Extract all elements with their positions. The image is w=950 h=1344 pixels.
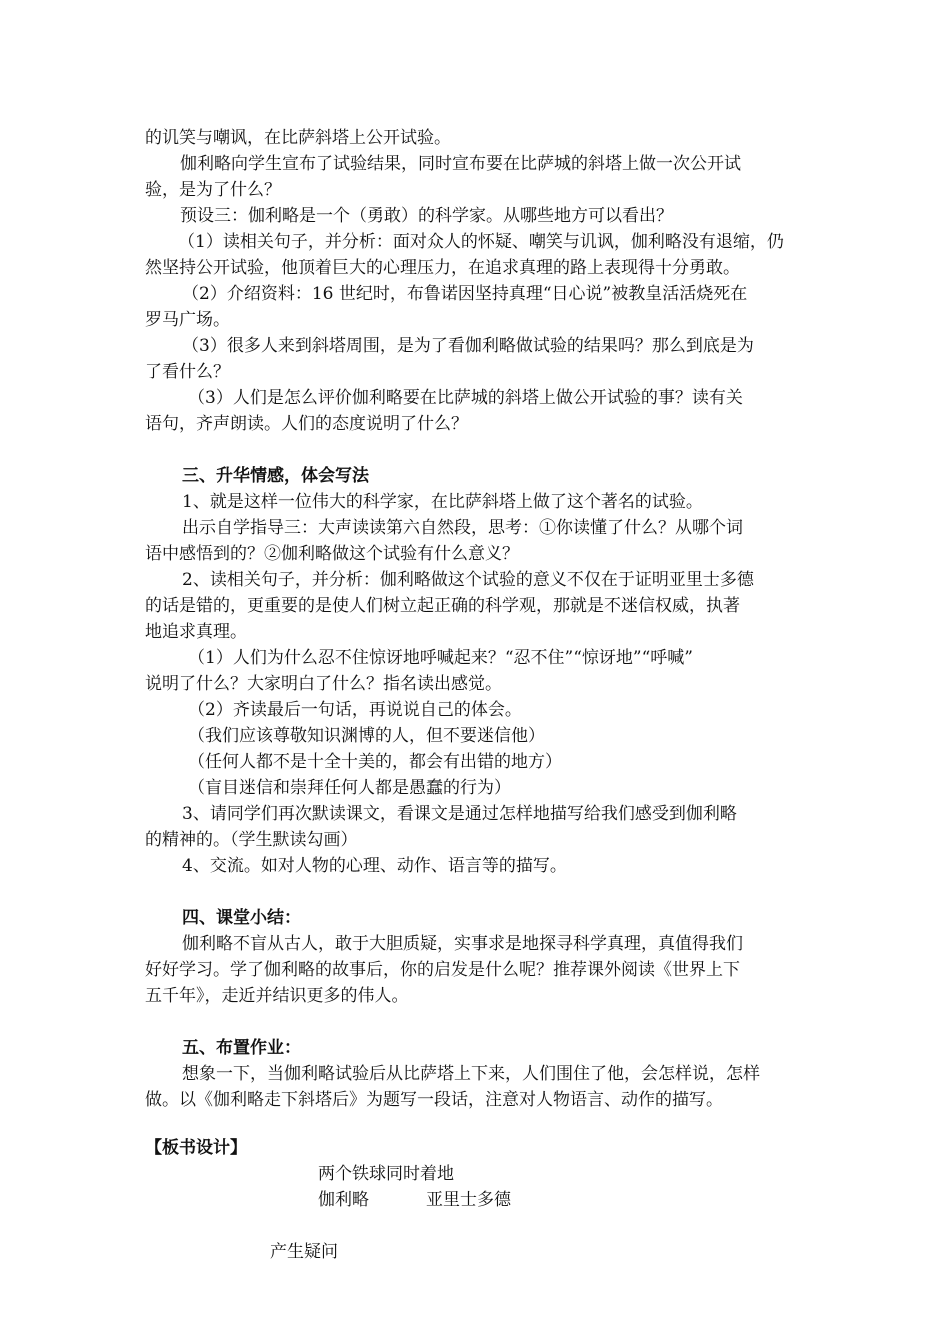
paragraph-line: 做。以《伽利略走下斜塔后》为题写一段话，注意对人物语言、动作的描写。	[145, 1090, 723, 1110]
paragraph-line: （3）很多人来到斜塔周围，是为了看伽利略做试验的结果吗？那么到底是为	[182, 336, 754, 356]
board-design-heading: 【板书设计】	[145, 1138, 247, 1158]
paragraph-line: 然坚持公开试验，他顶着巨大的心理压力，在追求真理的路上表现得十分勇敢。	[145, 258, 740, 278]
paragraph-line: 语句，齐声朗读。人们的态度说明了什么？	[145, 414, 468, 434]
paragraph-line: （2）齐读最后一句话，再说说自己的体会。	[188, 700, 522, 720]
paragraph-line: 想象一下，当伽利略试验后从比萨塔上下来，人们围住了他，会怎样说，怎样	[182, 1064, 760, 1084]
paragraph-line: （2）介绍资料：16 世纪时，布鲁诺因坚持真理“日心说”被教皇活活烧死在	[182, 284, 748, 304]
paragraph-line: 验，是为了什么？	[145, 180, 281, 200]
paragraph-line: 说明了什么？大家明白了什么？指名读出感觉。	[145, 674, 502, 694]
paragraph-line: 出示自学指导三：大声读读第六自然段，思考：①你读懂了什么？从哪个词	[182, 518, 743, 538]
board-line: 产生疑问	[270, 1242, 338, 1262]
paragraph-line: 的精神的。（学生默读勾画）	[145, 830, 358, 850]
paragraph-line: 伽利略向学生宣布了试验结果，同时宣布要在比萨城的斜塔上做一次公开试	[180, 154, 741, 174]
paragraph-line: 五千年》，走近并结识更多的伟人。	[145, 986, 409, 1006]
paragraph-line: 4、交流。如对人物的心理、动作、语言等的描写。	[182, 856, 567, 876]
section-heading: 四、课堂小结：	[182, 908, 301, 928]
paragraph-line: 罗马广场。	[145, 310, 230, 330]
paragraph-line: 1、就是这样一位伟大的科学家，在比萨斜塔上做了这个著名的试验。	[182, 492, 703, 512]
paragraph-line: 了看什么？	[145, 362, 230, 382]
paragraph-line: （3）人们是怎么评价伽利略要在比萨城的斜塔上做公开试验的事？读有关	[188, 388, 743, 408]
paragraph-line: 地追求真理。	[145, 622, 247, 642]
paragraph-line: 3、请同学们再次默读课文，看课文是通过怎样地描写给我们感受到伽利略	[182, 804, 737, 824]
paragraph-line: 好好学习。学了伽利略的故事后，你的启发是什么呢？推荐课外阅读《世界上下	[145, 960, 740, 980]
section-heading: 五、布置作业：	[182, 1038, 301, 1058]
board-line: 伽利略	[318, 1190, 369, 1210]
paragraph-line: 的话是错的，更重要的是使人们树立起正确的科学观，那就是不迷信权威，执著	[145, 596, 740, 616]
section-heading: 三、升华情感，体会写法	[182, 466, 369, 486]
paragraph-line: （我们应该尊敬知识渊博的人，但不要迷信他）	[188, 726, 545, 746]
paragraph-line: （盲目迷信和崇拜任何人都是愚蠢的行为）	[188, 778, 511, 798]
paragraph-line: （1）人们为什么忍不住惊讶地呼喊起来？“忍不住”“惊讶地”“呼喊”	[188, 648, 693, 668]
board-line: 亚里士多德	[426, 1190, 511, 1210]
paragraph-line: 2、读相关句子，并分析：伽利略做这个试验的意义不仅在于证明亚里士多德	[182, 570, 754, 590]
paragraph-line: 伽利略不盲从古人，敢于大胆质疑，实事求是地探寻科学真理，真值得我们	[182, 934, 743, 954]
paragraph-line: 预设三：伽利略是一个（勇敢）的科学家。从哪些地方可以看出？	[180, 206, 673, 226]
board-line: 两个铁球同时着地	[318, 1164, 454, 1184]
paragraph-line: 的讥笑与嘲讽，在比萨斜塔上公开试验。	[145, 128, 451, 148]
paragraph-line: 语中感悟到的？②伽利略做这个试验有什么意义？	[145, 544, 519, 564]
paragraph-line: （任何人都不是十全十美的，都会有出错的地方）	[188, 752, 562, 772]
paragraph-line: （1）读相关句子，并分析：面对众人的怀疑、嘲笑与讥讽，伽利略没有退缩，仍	[178, 232, 784, 252]
